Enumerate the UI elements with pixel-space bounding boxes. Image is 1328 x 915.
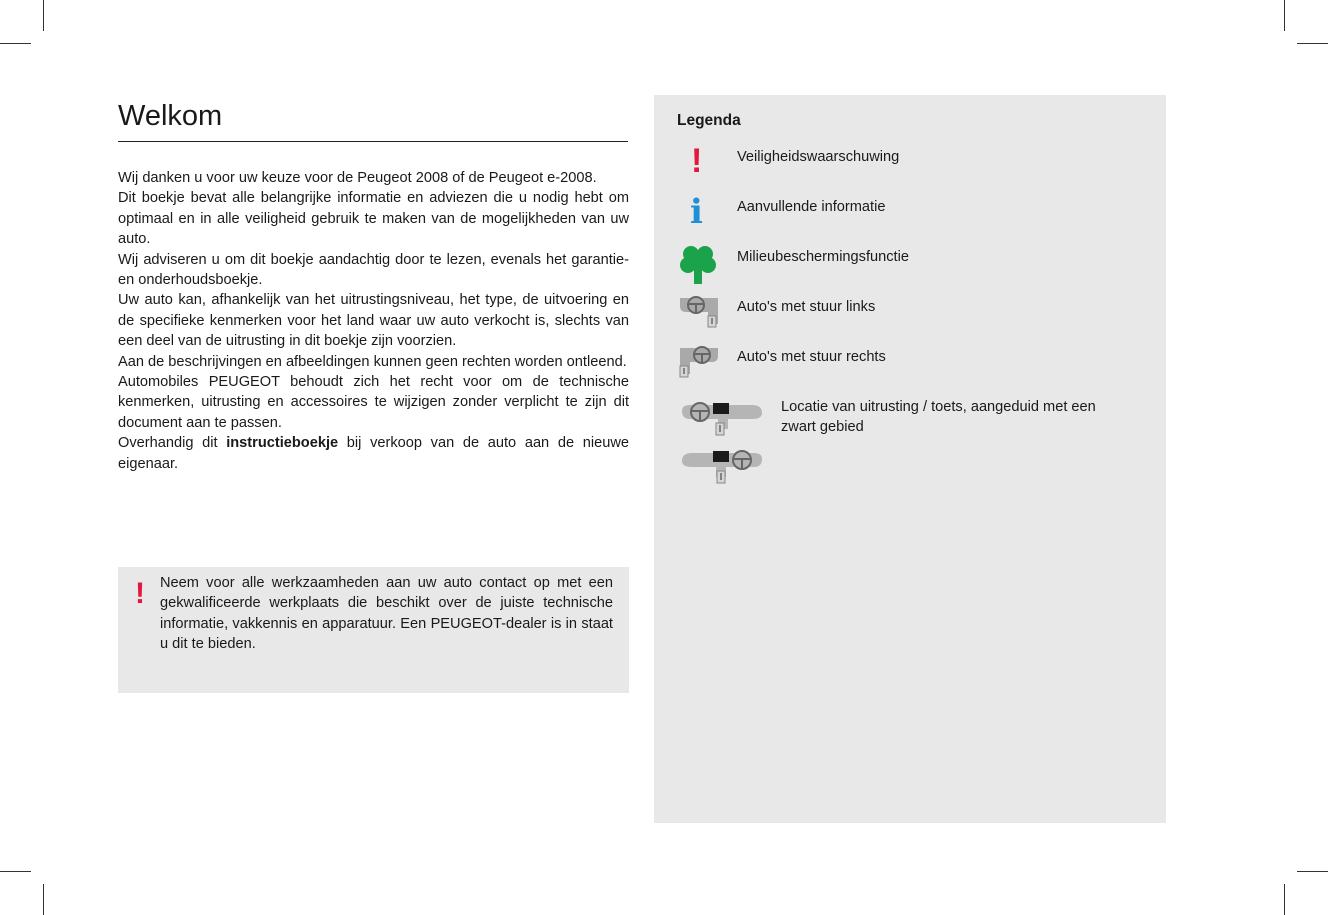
crop-mark	[1297, 43, 1328, 44]
legend-title: Legenda	[677, 112, 741, 129]
equipment-location-rhd-icon	[680, 447, 764, 487]
warning-icon: !	[135, 577, 145, 610]
tree-icon	[680, 245, 716, 285]
warning-text: Neem voor alle werkzaamheden aan uw auto contact op met een gekwalificeerde werkplaats die beschikt over de juiste technische informatie, vakkennis en apparatuur. Een PEUGEOT-dealer is in staat u dit te bieden.	[160, 575, 613, 653]
handover-text: Overhandig dit	[118, 435, 227, 452]
equipment-location-lhd-icon	[680, 399, 764, 439]
crop-mark	[1284, 884, 1285, 915]
exclamation-icon: !	[691, 142, 703, 180]
intro-paragraph: Wij adviseren u om dit boekje aandachtig door te lezen, evenals het garantie- en onderhoudsboekje.	[118, 251, 629, 289]
intro-paragraph: Dit boekje bevat alle belangrijke informatie en adviezen die u nodig hebt om optimaal en in alle veiligheid gebruik te maken van de mogelijkheden van uw auto.	[118, 190, 629, 248]
crop-mark	[1284, 0, 1285, 31]
page-title: Welkom	[118, 100, 628, 142]
legend-label: Auto's met stuur rechts	[737, 349, 886, 365]
info-icon: i	[690, 192, 703, 232]
right-hand-drive-icon	[678, 344, 720, 380]
handover-text: bij verkoop van de auto aan de nieuwe eigenaar.	[118, 435, 629, 472]
crop-mark	[43, 0, 44, 31]
intro-paragraph: Wij danken u voor uw keuze voor de Peugeot 2008 of de Peugeot e-2008.	[118, 170, 597, 186]
legend-item	[654, 192, 1166, 241]
crop-mark	[0, 871, 31, 872]
legend-label: Veiligheidswaarschuwing	[737, 149, 900, 165]
intro-paragraph: Automobiles PEUGEOT behoudt zich het recht voor om de technische kenmerken, uitrusting en accessoires te wijzigen zonder verplicht te zijn dit document aan te passen.	[118, 374, 629, 431]
intro-paragraph: Aan de beschrijvingen en afbeeldingen kunnen geen rechten worden ontleend.	[118, 353, 627, 370]
intro-paragraph: Uw auto kan, afhankelijk van het uitrustingsniveau, het type, de uitvoering en de specifieke kenmerken voor het land waar uw auto verkocht is, slechts van een deel van de uitrusting in dit boekje zijn voorzien.	[118, 292, 629, 350]
legend-panel	[654, 95, 1166, 823]
legend-item	[654, 247, 1166, 291]
legend-label: Locatie van uitrusting / toets, aangeduid met een zwart gebied	[781, 399, 1096, 435]
handover-emphasis: instructieboekje	[226, 435, 339, 452]
intro-text	[118, 168, 629, 474]
warning-box	[118, 567, 629, 693]
legend-label: Auto's met stuur links	[737, 299, 876, 315]
legend-item	[654, 142, 1166, 191]
legend-item	[654, 297, 1166, 341]
handover-paragraph	[118, 433, 629, 474]
crop-mark	[43, 884, 44, 915]
legend-item	[654, 397, 1166, 497]
crop-mark	[1297, 871, 1328, 872]
legend-item	[654, 347, 1166, 391]
legend-label: Aanvullende informatie	[737, 199, 886, 215]
legend-label: Milieubeschermingsfunctie	[737, 249, 909, 265]
left-hand-drive-icon	[678, 294, 720, 330]
crop-mark	[0, 43, 31, 44]
